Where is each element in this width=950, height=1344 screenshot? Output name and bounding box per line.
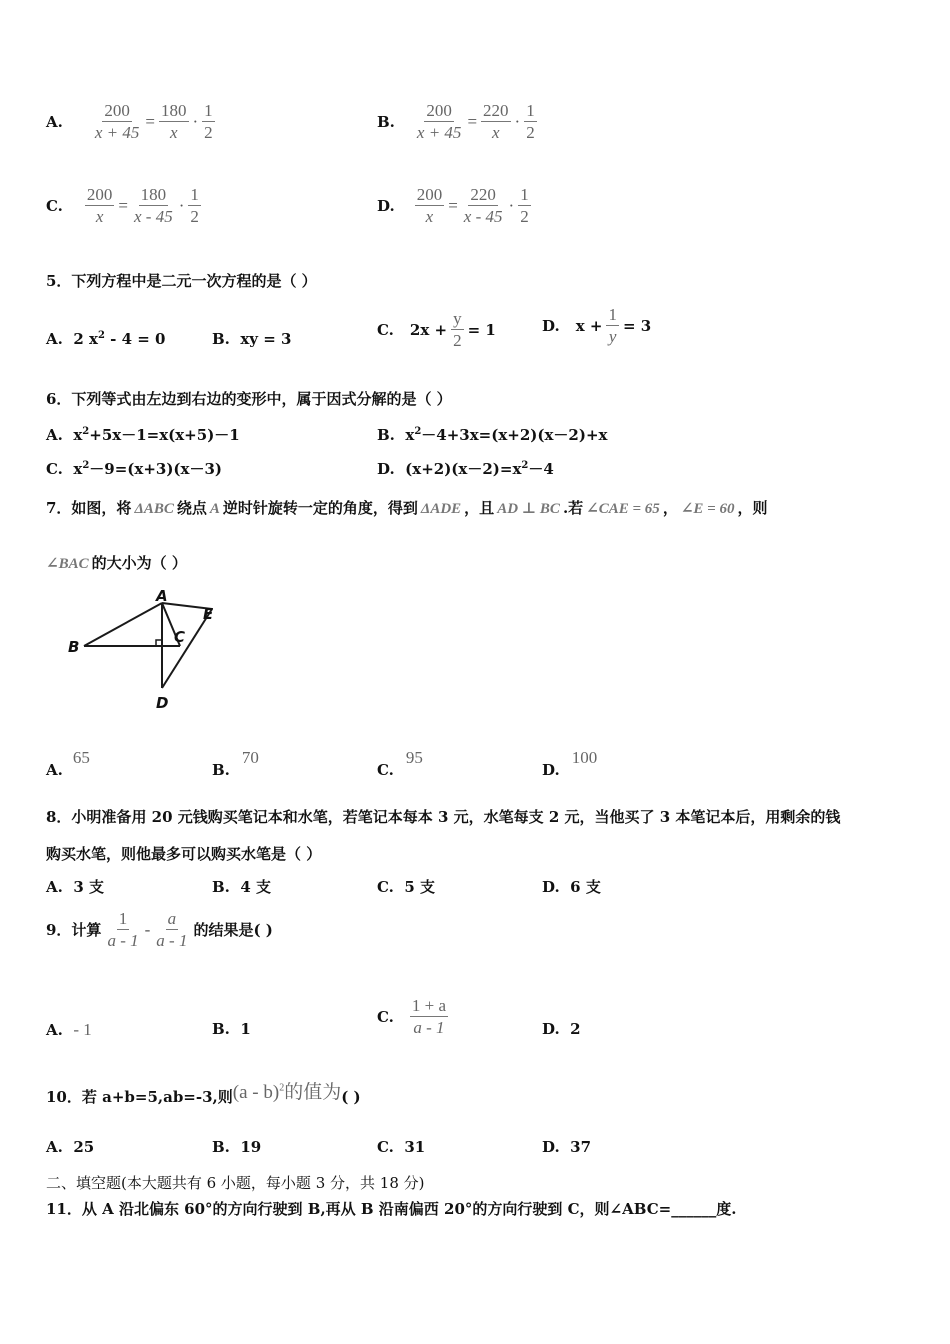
q9-option-a[interactable]: A. - 1 (46, 1020, 92, 1039)
q7-option-b[interactable]: B.70 (212, 748, 259, 779)
segment-ba (84, 603, 162, 646)
q8-option-c[interactable]: C. 5 支 (377, 878, 436, 896)
q6-option-d[interactable]: D. $(x+2)(x-2)=x^2-4$ (377, 460, 554, 478)
fraction: $\frac{200}{x + 45}$ (416, 101, 462, 143)
fraction: $\frac{200}{x + 45}$ (94, 101, 140, 143)
fraction: $\frac{1}{2}$ (520, 185, 529, 227)
q5-option-b[interactable]: B. xy = 3 (212, 330, 292, 348)
vertex-label-e: E (203, 605, 214, 623)
fraction: $\frac{y}{2}$ (453, 309, 462, 351)
q6-stem: 6．下列等式由左边到右边的变形中，属于因式分解的是（ ） (46, 390, 452, 408)
q4-option-c[interactable]: C. $\frac{200}{x}$ = $\frac{180}{x - 45}$ · $\frac{1}{2}$ (46, 185, 199, 227)
q10-stem: 10．若 a+b=5,ab=-3,则 (a - b)$^2$的值为 ( ) (46, 1082, 361, 1106)
q5-option-d[interactable]: D. x + $\frac{1}{y}$ = 3 (542, 305, 652, 347)
q10-option-b[interactable]: B. 19 (212, 1138, 262, 1156)
q4-option-b[interactable]: B. $\frac{200}{x + 45}$ = $\frac{220}{x}$ · $\frac{1}{2}$ (377, 101, 535, 143)
q6-option-a[interactable]: A. $x^2+5x-1=x(x+5)-1$ (46, 426, 240, 444)
section-title: 二、填空题(本大题共有 6 小题，每小题 3 分，共 18 分) (46, 1174, 425, 1192)
q7-stem: 7．如图，将 ΔABC 绕点 A 逆时针旋转一定的角度，得到 ΔADE ，且 AD ⊥ BC .若 ∠CAE = 65 ， ∠E = 60 ，则 (46, 499, 768, 517)
q5-option-c[interactable]: C. 2x + $\frac{y}{2}$ = 1 (377, 309, 496, 351)
vertex-label-a: A (156, 588, 168, 605)
fraction: $\frac{1}{y}$ (608, 305, 617, 347)
q8-stem-line2: 购买水笔，则他最多可以购买水笔是（ ） (46, 845, 322, 863)
q9-option-d[interactable]: D. 2 (542, 1020, 581, 1038)
option-label: D. (377, 196, 395, 215)
fraction: $\frac{180}{x}$ (161, 101, 187, 143)
q7-option-c[interactable]: C.95 (377, 748, 423, 779)
q4-option-a[interactable]: A. $\frac{200}{x + 45}$ = $\frac{180}{x}$ · $\frac{1}{2}$ (46, 101, 213, 143)
q9-stem: 9．计算 $\frac{1}{a - 1}$ - $\frac{a}{a - 1}$ 的结果是( ) (46, 909, 273, 951)
q6-option-c[interactable]: C. $x^2-9=(x+3)(x-3)$ (46, 460, 223, 478)
fraction: $\frac{200}{x}$ (416, 185, 443, 227)
q11-stem: 11．从 A 沿北偏东 60°的方向行驶到 B,再从 B 沿南偏西 20°的方向行驶到 C，则∠ABC=______度. (46, 1200, 737, 1218)
fraction: $\frac{220}{x - 45}$ (463, 185, 503, 227)
fraction: $\frac{1}{2}$ (190, 185, 199, 227)
q7-stem-line2: ∠BAC 的大小为（ ） (46, 554, 187, 572)
q10-option-a[interactable]: A. 25 (46, 1138, 95, 1156)
q7-option-d[interactable]: D.100 (542, 748, 598, 779)
fraction: $\frac{200}{x}$ (86, 185, 113, 227)
q5-option-a[interactable]: A. 2 $x^2 - 4 = 0$ (46, 330, 166, 348)
q7-option-a[interactable]: A.65 (46, 748, 90, 779)
fraction: $\frac{1}{2}$ (204, 101, 213, 143)
q4-option-d[interactable]: D. $\frac{200}{x}$ = $\frac{220}{x - 45}$ · $\frac{1}{2}$ (377, 185, 529, 227)
fraction: $\frac{1}{a - 1}$ (107, 909, 139, 951)
option-label: B. (377, 112, 395, 131)
q10-option-c[interactable]: C. 31 (377, 1138, 426, 1156)
fraction: $\frac{a}{a - 1}$ (156, 909, 188, 951)
fraction: $\frac{220}{x}$ (483, 101, 509, 143)
q7-triangle-figure (40, 588, 230, 718)
fraction: $\frac{180}{x - 45}$ (134, 185, 173, 227)
q5-stem: 5．下列方程中是二元一次方程的是（ ） (46, 272, 317, 290)
q9-option-b[interactable]: B. 1 (212, 1020, 251, 1038)
vertex-label-b: B (68, 638, 80, 656)
fraction: $\frac{1}{2}$ (526, 101, 535, 143)
vertex-label-c: C (174, 628, 186, 646)
option-label: A. (46, 112, 63, 131)
vertex-label-d: D (156, 694, 169, 712)
q9-option-c[interactable]: C. $\frac{1 + a}{a - 1}$ (377, 996, 447, 1038)
q8-option-d[interactable]: D. 6 支 (542, 878, 601, 896)
q6-option-b[interactable]: B. $x^2-4+3x=(x+2)(x-2)+x$ (377, 426, 608, 444)
q8-option-a[interactable]: A. 3 支 (46, 878, 104, 896)
option-label: C. (46, 196, 63, 215)
q8-option-b[interactable]: B. 4 支 (212, 878, 272, 896)
fraction: $\frac{1 + a}{a - 1}$ (411, 996, 447, 1038)
q10-option-d[interactable]: D. 37 (542, 1138, 592, 1156)
q8-stem-line1: 8．小明准备用 20 元钱购买笔记本和水笔，若笔记本每本 3 元，水笔每支 2 元，当他买了 3 本笔记本后，用剩余的钱 (46, 808, 841, 826)
